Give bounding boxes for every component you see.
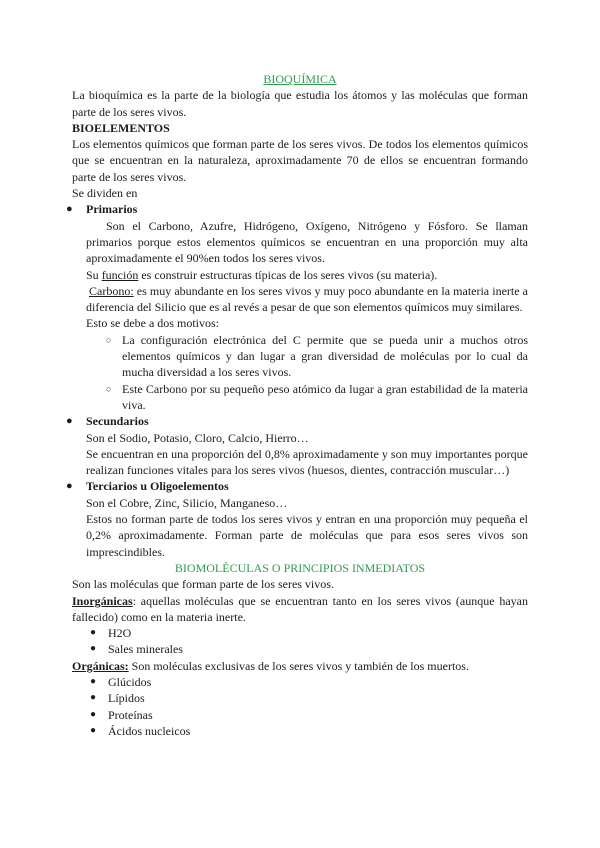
- funcion-rest: es construir estructuras típicas de los seres vivos (su materia).: [138, 267, 438, 282]
- intro-paragraph: La bioquímica es la parte de la biología que estudia los átomos y las moléculas que forman parte de los seres vivos.: [72, 88, 528, 119]
- primarios-label: Primarios: [86, 202, 138, 217]
- secundarios-list: Son el Sodio, Potasio, Cloro, Calcio, Hierro…: [86, 430, 309, 445]
- motivos-intro: Esto se debe a dos motivos:: [86, 316, 219, 331]
- title-text: BIOQUÍMICA: [263, 72, 337, 86]
- list-item-text: H2O: [108, 626, 132, 641]
- list-item: [72, 723, 528, 739]
- list-item-primarios: [66, 201, 528, 217]
- organicas-rest: Son moléculas exclusivas de los seres vivos y también de los muertos.: [128, 658, 469, 673]
- secundarios-paragraph: Se encuentran en una proporción del 0,8% aproximadamente y son muy importantes porque realizan funciones vitales para los seres vivos (huesos, dientes, contracción muscular…): [86, 446, 528, 478]
- funcion-paragraph: [86, 267, 528, 283]
- list-item-terciarios: [66, 478, 528, 494]
- page-title: [72, 71, 528, 87]
- list-item: [72, 690, 528, 706]
- inorganicas-rest: : aquellas moléculas que se encuentran tanto en los seres vivos (aunque hayan fallecido) como en la materia inerte.: [72, 593, 528, 624]
- bullet-disc-icon: ●: [90, 708, 97, 720]
- bullet-disc-icon: ●: [90, 724, 97, 736]
- bioelementos-heading: BIOELEMENTOS: [72, 120, 170, 135]
- primarios-paragraph: Son el Carbono, Azufre, Hidrógeno, Oxígeno, Nitrógeno y Fósforo. Se llaman primarios porque estos elementos químicos se encuentran en una proporción muy alta aproximadamente el 90%en todos los seres vivos.: [86, 218, 528, 266]
- secundarios-content: [72, 430, 528, 479]
- motivo-item-1: [86, 332, 528, 381]
- bullet-disc-icon: ●: [90, 627, 97, 639]
- list-item: [72, 641, 528, 657]
- carbono-rest: es muy abundante en los seres vivos y muy poco abundante en la materia inerte a diferencia del Silicio que es al revés a pesar de que son elementos químicos muy similares.: [86, 283, 528, 315]
- document-body: [66, 71, 528, 739]
- list-item: [72, 707, 528, 723]
- primarios-content: [72, 218, 528, 414]
- list-item-text: Proteínas: [108, 707, 153, 722]
- se-dividen-text: Se dividen en: [72, 186, 138, 201]
- organicas-term: Orgánicas:: [72, 658, 129, 673]
- inorganicas-list: [72, 625, 528, 658]
- list-item-text: Lípidos: [108, 691, 145, 706]
- biomoleculas-heading: [72, 560, 528, 576]
- inorganicas-paragraph: [72, 593, 528, 626]
- bullet-disc-icon: ●: [90, 692, 97, 704]
- bullet-disc-icon: ●: [66, 203, 73, 216]
- bullet-disc-icon: ●: [66, 415, 73, 428]
- terciarios-list: Son el Cobre, Zinc, Silicio, Manganeso…: [86, 495, 288, 510]
- secundarios-label: Secundarios: [86, 414, 149, 429]
- list-item-text: Glúcidos: [108, 674, 152, 689]
- carbono-paragraph: [86, 283, 528, 316]
- su-text: Su: [86, 267, 99, 282]
- terciarios-label: Terciarios u Oligoelementos: [86, 479, 229, 494]
- organicas-paragraph: [72, 658, 528, 674]
- bullet-circle-icon: ○: [106, 383, 112, 394]
- bullet-disc-icon: ●: [90, 675, 97, 687]
- motivo-1-text: La configuración electrónica del C permite que se pueda unir a muchos otros elementos químicos y dan lugar a gran diversidad de moléculas por lo cual da mucha diversidad a los seres vivos.: [122, 332, 528, 380]
- inorganicas-term: Inorgánicas: [72, 593, 133, 608]
- list-item: [72, 625, 528, 641]
- bioelementos-paragraph: Los elementos químicos que forman parte de los seres vivos. De todos los elementos químicos que se encuentran en la naturaleza, aproximadamente 70 de ellos se encuentran formando parte de los seres vivos.: [72, 137, 528, 184]
- funcion-term: función: [101, 267, 139, 282]
- bullet-disc-icon: ●: [66, 480, 73, 493]
- list-item: [72, 674, 528, 690]
- biomoleculas-intro: Son las moléculas que forman parte de los seres vivos.: [72, 577, 334, 592]
- motivo-2-text: Este Carbono por su pequeño peso atómico da lugar a gran estabilidad de la materia viva.: [122, 381, 528, 412]
- organicas-list: [72, 674, 528, 739]
- terciarios-paragraph: Estos no forman parte de todos los seres vivos y entran en una proporción muy pequeña el 0,2% aproximadamente. Forman parte de moléculas que para esos seres vivos son imprescindibles.: [86, 512, 528, 559]
- list-item-text: Ácidos nucleicos: [108, 723, 191, 738]
- terciarios-content: [72, 495, 528, 560]
- biomoleculas-heading-text: BIOMOLÉCULAS O PRINCIPIOS INMEDIATOS: [174, 560, 426, 575]
- list-item-text: Sales minerales: [108, 642, 183, 657]
- carbono-term: Carbono:: [89, 283, 134, 298]
- bullet-disc-icon: ●: [90, 643, 97, 655]
- list-item-secundarios: [66, 413, 528, 429]
- bullet-circle-icon: ○: [106, 334, 112, 345]
- motivo-item-2: [86, 381, 528, 414]
